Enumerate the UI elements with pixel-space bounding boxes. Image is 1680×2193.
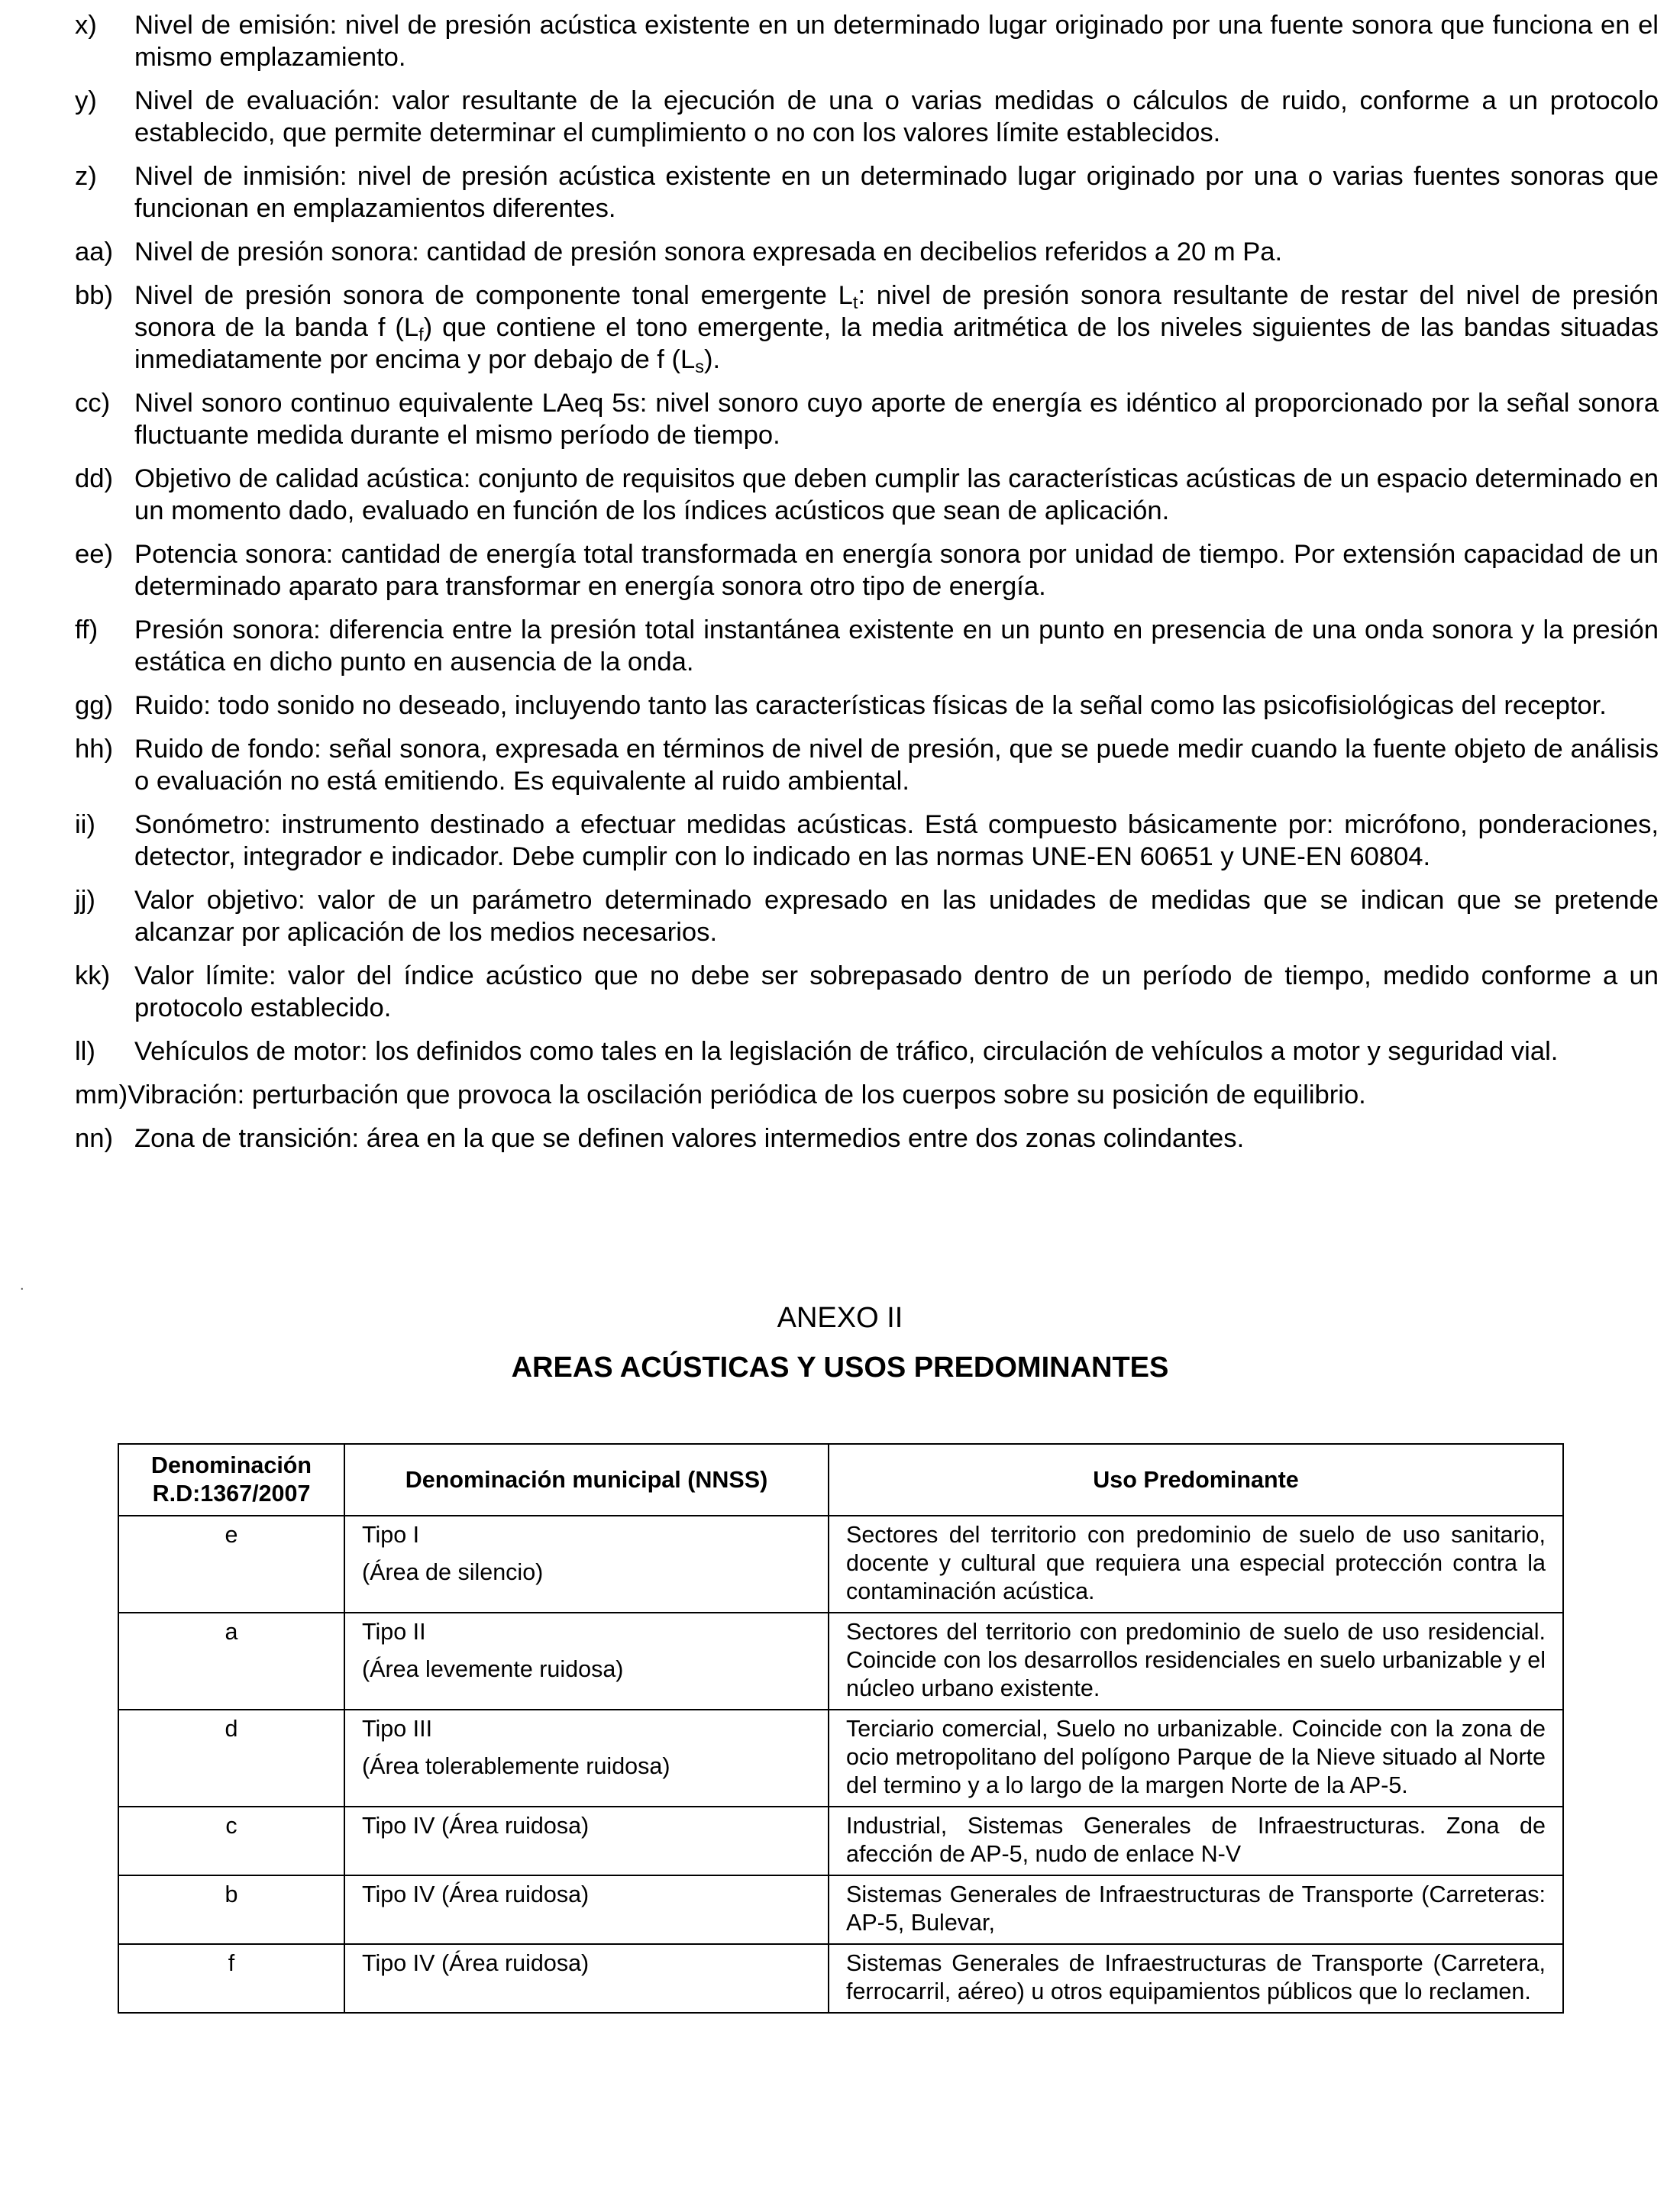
definition-item: [75, 279, 1659, 376]
definition-label: aa): [75, 237, 113, 266]
definition-text: Nivel de evaluación: valor resultante de la ejecución de una o varias medidas o cálculos de ruido, conforme a un protocolo establecido, que permite determinar el cumplimiento o no con los valores límite establecidos.: [134, 86, 1659, 147]
definition-label: nn): [75, 1124, 113, 1153]
definition-label: ll): [75, 1037, 95, 1066]
definition-label: bb): [75, 281, 113, 310]
table-row: [118, 1516, 1563, 1613]
definition-label: dd): [75, 464, 113, 493]
subscript: s: [695, 356, 705, 376]
municipal-type: Tipo IV (Área ruidosa): [362, 1881, 590, 1907]
municipal-area-description: (Área tolerablemente ruidosa): [362, 1753, 670, 1779]
municipal-cell: [344, 1710, 829, 1807]
municipal-cell: [344, 1613, 829, 1710]
definition-label: ii): [75, 810, 95, 839]
definition-item: [75, 85, 1659, 149]
predominant-use-cell: Terciario comercial, Suelo no urbanizable. Coincide con la zona de ocio metropolitano del polígono Parque de la Nieve situado al Norte del termino y a lo largo de la margen Norte de la AP-5.: [829, 1710, 1563, 1807]
annex-subtitle: AREAS ACÚSTICAS Y USOS PREDOMINANTES: [511, 1352, 1169, 1384]
stray-mark: .: [20, 1277, 24, 1294]
rd-code-cell: c: [118, 1807, 344, 1875]
subscript: f: [418, 324, 424, 344]
definition-label: y): [75, 86, 97, 115]
municipal-type: Tipo IV (Área ruidosa): [362, 1813, 590, 1839]
predominant-use-cell: Sectores del territorio con predominio de suelo de uso sanitario, docente y cultural que requiera una especial protección contra la contaminación acústica.: [829, 1516, 1563, 1613]
table-row: [118, 1710, 1563, 1807]
definition-text: Valor objetivo: valor de un parámetro determinado expresado en las unidades de medidas que se indican que se pretende alcanzar por aplicación de los medios necesarios.: [134, 886, 1659, 947]
table-row: [118, 1875, 1563, 1944]
definition-text: [134, 279, 1659, 376]
municipal-cell: [344, 1807, 829, 1875]
definition-text: Nivel de emisión: nivel de presión acústica existente en un determinado lugar originado por una fuente sonora que funciona en el mismo emplazamiento.: [134, 11, 1659, 72]
rd-code-cell: f: [118, 1944, 344, 2013]
definition-text-part: ) que contiene el tono emergente, la media aritmética de los niveles siguientes de las bandas situadas inmediatamente por encima y por debajo de f (L: [134, 313, 1659, 374]
definition-text: Potencia sonora: cantidad de energía total transformada en energía sonora por unidad de tiempo. Por extensión capacidad de un determinado aparato para transformar en energía sonora otro tipo de energía.: [134, 540, 1659, 601]
predominant-use-cell: Sectores del territorio con predominio de suelo de uso residencial. Coincide con los desarrollos residenciales en suelo urbanizable y el núcleo urbano existente.: [829, 1613, 1563, 1710]
municipal-type: Tipo II: [362, 1619, 426, 1645]
definitions-list: [75, 9, 1659, 1166]
rd-code-cell: d: [118, 1710, 344, 1807]
rd-code-cell: e: [118, 1516, 344, 1613]
definition-text: Nivel de presión sonora: cantidad de presión sonora expresada en decibelios referidos a 20 m Pa.: [134, 237, 1283, 266]
definition-item: [75, 463, 1659, 527]
definition-text-part: ).: [704, 345, 721, 374]
header-rd-denomination: Denominación R.D:1367/2007: [118, 1444, 344, 1516]
definition-item: [75, 160, 1659, 224]
table-row: [118, 1807, 1563, 1875]
definition-text: Sonómetro: instrumento destinado a efectuar medidas acústicas. Está compuesto básicamente por: micrófono, ponderaciones, detector, integrador e indicador. Debe cumplir con lo indicado en las normas UNE-EN 60651 y UNE-EN 60804.: [134, 810, 1659, 871]
subscript: t: [852, 292, 858, 312]
definition-item: [75, 809, 1659, 873]
municipal-cell: [344, 1875, 829, 1944]
predominant-use-cell: Sistemas Generales de Infraestructuras de Transporte (Carretera, ferrocarril, aéreo) u otros equipamientos públicos que lo reclamen.: [829, 1944, 1563, 2013]
definition-item: [75, 960, 1659, 1024]
definition-item: [75, 1122, 1659, 1155]
rd-code-cell: a: [118, 1613, 344, 1710]
municipal-type: Tipo III: [362, 1716, 433, 1742]
definition-text: Ruido de fondo: señal sonora, expresada en términos de nivel de presión, que se puede medir cuando la fuente objeto de análisis o evaluación no está emitiendo. Es equivalente al ruido ambiental.: [134, 735, 1659, 796]
annex-title: ANEXO II: [777, 1302, 903, 1334]
table-header-row: [118, 1444, 1563, 1516]
municipal-cell: [344, 1944, 829, 2013]
definition-item: [75, 1035, 1659, 1067]
definition-item: [75, 690, 1659, 722]
table-row: [118, 1944, 1563, 2013]
definition-item: [75, 884, 1659, 948]
municipal-type: Tipo IV (Área ruidosa): [362, 1950, 590, 1976]
definition-text: Nivel de inmisión: nivel de presión acústica existente en un determinado lugar originado por una o varias fuentes sonoras que funcionan en emplazamientos diferentes.: [134, 162, 1659, 223]
definition-item: [75, 1079, 1659, 1111]
municipal-cell: [344, 1516, 829, 1613]
definition-label: z): [75, 162, 97, 191]
definition-text: Vibración: perturbación que provoca la oscilación periódica de los cuerpos sobre su posición de equilibrio.: [128, 1080, 1366, 1109]
definition-text: Valor límite: valor del índice acústico que no debe ser sobrepasado dentro de un período de tiempo, medido conforme a un protocolo establecido.: [134, 961, 1659, 1022]
definition-item: [75, 9, 1659, 73]
definition-label: kk): [75, 961, 111, 990]
header-predominant-use: Uso Predominante: [829, 1444, 1563, 1516]
acoustic-areas-table: [118, 1443, 1564, 2014]
definition-label: jj): [75, 886, 95, 915]
definition-text: Ruido: todo sonido no deseado, incluyendo tanto las características físicas de la señal como las psicofisiológicas del receptor.: [134, 691, 1607, 720]
definition-label: ff): [75, 615, 99, 644]
definition-item: [75, 733, 1659, 797]
predominant-use-cell: Sistemas Generales de Infraestructuras de Transporte (Carreteras: AP-5, Bulevar,: [829, 1875, 1563, 1944]
definition-text: Zona de transición: área en la que se definen valores intermedios entre dos zonas colindantes.: [134, 1124, 1245, 1153]
header-municipal-denomination: Denominación municipal (NNSS): [344, 1444, 829, 1516]
definition-item: [75, 614, 1659, 678]
definition-item: [75, 387, 1659, 451]
definition-label: gg): [75, 691, 113, 720]
municipal-type: Tipo I: [362, 1522, 420, 1548]
definition-label: cc): [75, 389, 111, 418]
table-row: [118, 1613, 1563, 1710]
definition-text: Vehículos de motor: los definidos como tales en la legislación de tráfico, circulación de vehículos a motor y seguridad vial.: [134, 1037, 1559, 1066]
definition-text-part: Nivel de presión sonora de componente tonal emergente L: [134, 281, 853, 310]
predominant-use-cell: Industrial, Sistemas Generales de Infraestructuras. Zona de afección de AP-5, nudo de enlace N-V: [829, 1807, 1563, 1875]
definition-text: Nivel sonoro continuo equivalente LAeq 5s: nivel sonoro cuyo aporte de energía es idéntico al proporcionado por la señal sonora fluctuante medida durante el mismo período de tiempo.: [134, 389, 1659, 450]
definition-text-part: : nivel de presión sonora resultante de restar del nivel de presión sonora de la banda f (L: [134, 281, 1659, 342]
definition-text: Presión sonora: diferencia entre la presión total instantánea existente en un punto en presencia de una onda sonora y la presión estática en dicho punto en ausencia de la onda.: [134, 615, 1659, 677]
municipal-area-description: (Área levemente ruidosa): [362, 1656, 624, 1682]
rd-code-cell: b: [118, 1875, 344, 1944]
definition-label: x): [75, 11, 97, 40]
definition-item: [75, 236, 1659, 268]
definition-label: mm): [75, 1080, 128, 1109]
definition-item: [75, 538, 1659, 602]
definition-label: hh): [75, 735, 113, 764]
definition-text: Objetivo de calidad acústica: conjunto de requisitos que deben cumplir las características acústicas de un espacio determinado en un momento dado, evaluado en función de los índices acústicos que sean de aplicación.: [134, 464, 1659, 525]
definition-label: ee): [75, 540, 113, 569]
municipal-area-description: (Área de silencio): [362, 1559, 544, 1585]
